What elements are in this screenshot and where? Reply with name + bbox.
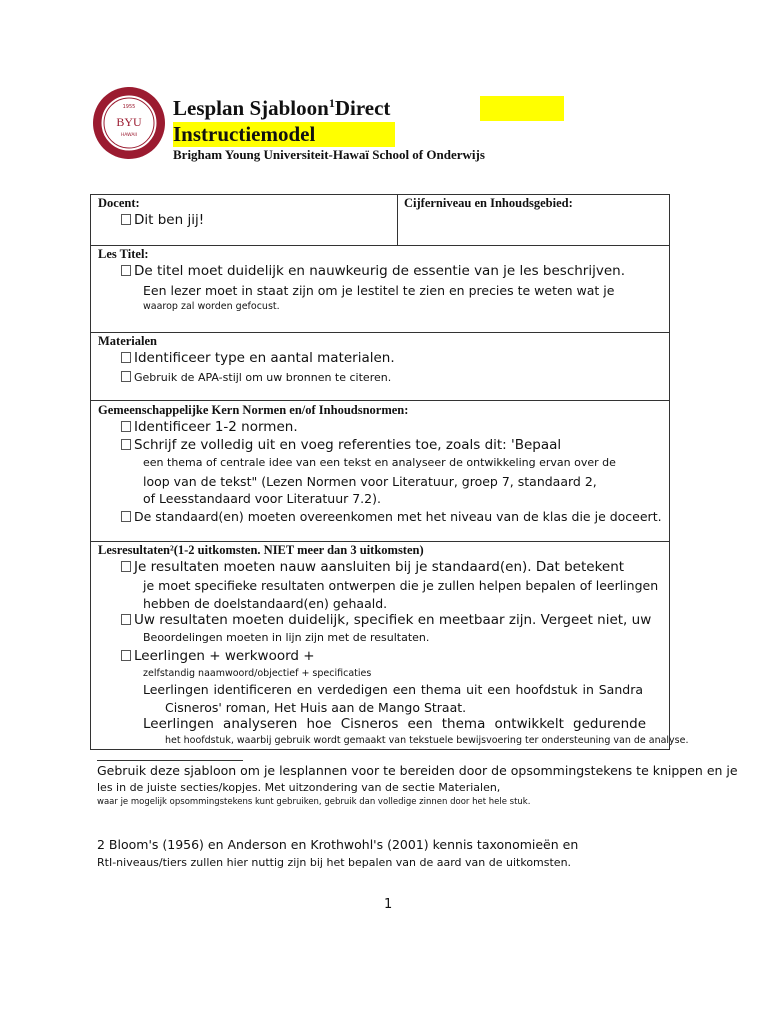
seal-place: HAWAII [120, 133, 138, 138]
bullet-icon [121, 421, 131, 432]
les-title-line: Een lezer moet in staat zijn om je lestitel te zien en precies te weten wat je [143, 283, 615, 298]
materials-bullet [121, 350, 395, 366]
norms-line: loop van de tekst" (Lezen Normen voor Literatuur, groep 7, standaard 2, [143, 474, 597, 489]
outcomes-line: je moet specifieke resultaten ontwerpen die je zullen helpen bepalen of leerlingen [143, 578, 659, 593]
les-title-bullet-text: De titel moet duidelijk en nauwkeurig de essentie van je les beschrijven. [134, 263, 625, 279]
norms-line: of Leesstandaard voor Literatuur 7.2). [143, 491, 381, 506]
outcomes-example: Cisneros' roman, Het Huis aan de Mango Straat. [165, 700, 467, 715]
bullet-icon [121, 561, 131, 572]
les-title-bullet [121, 263, 625, 279]
footnote-2: 2 Bloom's (1956) en Anderson en Krothwohl's (2001) kennis taxonomieën en [97, 837, 579, 852]
norms-label: Gemeenschappelijke Kern Normen en/of Inhoudsnormen: [98, 403, 409, 417]
outcomes-bullet-text: Je resultaten moeten nauw aansluiten bij je standaard(en). Dat betekent [134, 559, 625, 575]
highlight-block [480, 96, 564, 121]
bullet-icon [121, 650, 131, 661]
materials-bullet-text: Gebruik de APA-stijl om uw bronnen te citeren. [134, 371, 392, 384]
seal-abbr: BYU [116, 115, 142, 129]
footnote-1: waar je mogelijk opsommingstekens kunt gebruiken, gebruik dan volledige zinnen door het hele stuk. [97, 797, 531, 807]
materials-label: Materialen [98, 334, 158, 348]
norms-bullet [121, 419, 298, 435]
norms-bullet-text: De standaard(en) moeten overeenkomen met het niveau van de klas die je doceert. [134, 509, 662, 524]
footnote-2: RtI-niveaus/tiers zullen hier nuttig zijn bij het bepalen van de aard van de uitkomsten. [97, 856, 572, 869]
bullet-icon [121, 511, 131, 522]
outcomes-example: Leerlingen identificeren en verdedigen een thema uit een hoofdstuk in Sandra [143, 682, 643, 697]
outcomes-example: Leerlingen analyseren hoe Cisneros een thema ontwikkelt gedurende [143, 716, 646, 732]
footnote-separator [97, 760, 243, 761]
doc-subtitle: Brigham Young Universiteit-Hawaï School of Onderwijs [173, 147, 485, 162]
table-divider [90, 400, 670, 401]
les-title-label: Les Titel: [98, 247, 149, 261]
table-divider-vertical [397, 194, 398, 245]
outcomes-bullet [121, 648, 315, 664]
norms-bullet [121, 509, 662, 524]
outcomes-bullet [121, 612, 651, 628]
outcomes-line: Beoordelingen moeten in lijn zijn met de resultaten. [143, 631, 430, 644]
doc-title-part1: Lesplan Sjabloon [173, 96, 329, 120]
docent-bullet-text: Dit ben jij! [134, 212, 205, 228]
outcomes-label: Lesresultaten²(1-2 uitkomsten. NIET meer dan 3 uitkomsten) [98, 543, 424, 557]
footnote-1: les in de juiste secties/kopjes. Met uitzondering van de sectie Materialen, [97, 781, 501, 794]
bullet-icon [121, 439, 131, 450]
table-divider [90, 245, 670, 246]
bullet-icon [121, 352, 131, 363]
bullet-icon [121, 371, 131, 382]
bullet-icon [121, 214, 131, 225]
byu-seal-logo [92, 86, 166, 160]
outcomes-line: zelfstandig naamwoord/objectief + specificaties [143, 668, 372, 679]
norms-bullet-text: Schrijf ze volledig uit en voeg referenties toe, zoals dit: 'Bepaal [134, 437, 562, 453]
table-divider [90, 541, 670, 542]
page-number: 1 [384, 897, 393, 912]
outcomes-example: het hoofdstuk, waarbij gebruik wordt gemaakt van tekstuele bewijsvoering ter ondersteuning van de analyse. [165, 735, 689, 746]
outcomes-bullet-text: Uw resultaten moeten duidelijk, specifiek en meetbaar zijn. Vergeet niet, uw [134, 612, 652, 628]
norms-bullet-text: Identificeer 1-2 normen. [134, 419, 298, 435]
bullet-icon [121, 614, 131, 625]
outcomes-line: hebben de doelstandaard(en) gehaald. [143, 596, 388, 611]
docent-label: Docent: [98, 196, 140, 210]
doc-title [173, 96, 390, 121]
bullet-icon [121, 265, 131, 276]
seal-year: 1955 [122, 104, 136, 110]
footnote-1: Gebruik deze sjabloon om je lesplannen voor te bereiden door de opsommingstekens te knippen en je [97, 763, 738, 778]
doc-title-part2: Direct [334, 96, 391, 120]
materials-bullet [121, 371, 391, 384]
docent-bullet [121, 212, 204, 228]
grade-label: Cijferniveau en Inhoudsgebied: [404, 196, 573, 210]
norms-bullet [121, 437, 561, 453]
outcomes-bullet [121, 559, 624, 575]
doc-title-line2: Instructiemodel [173, 122, 395, 147]
materials-bullet-text: Identificeer type en aantal materialen. [134, 350, 395, 366]
outcomes-bullet-text: Leerlingen + werkwoord + [134, 648, 315, 664]
norms-line: een thema of centrale idee van een tekst en analyseer de ontwikkeling ervan over de [143, 456, 616, 469]
doc-title-footnote-ref: 1 [328, 96, 335, 110]
les-title-line: waarop zal worden gefocust. [143, 301, 280, 312]
table-divider [90, 332, 670, 333]
